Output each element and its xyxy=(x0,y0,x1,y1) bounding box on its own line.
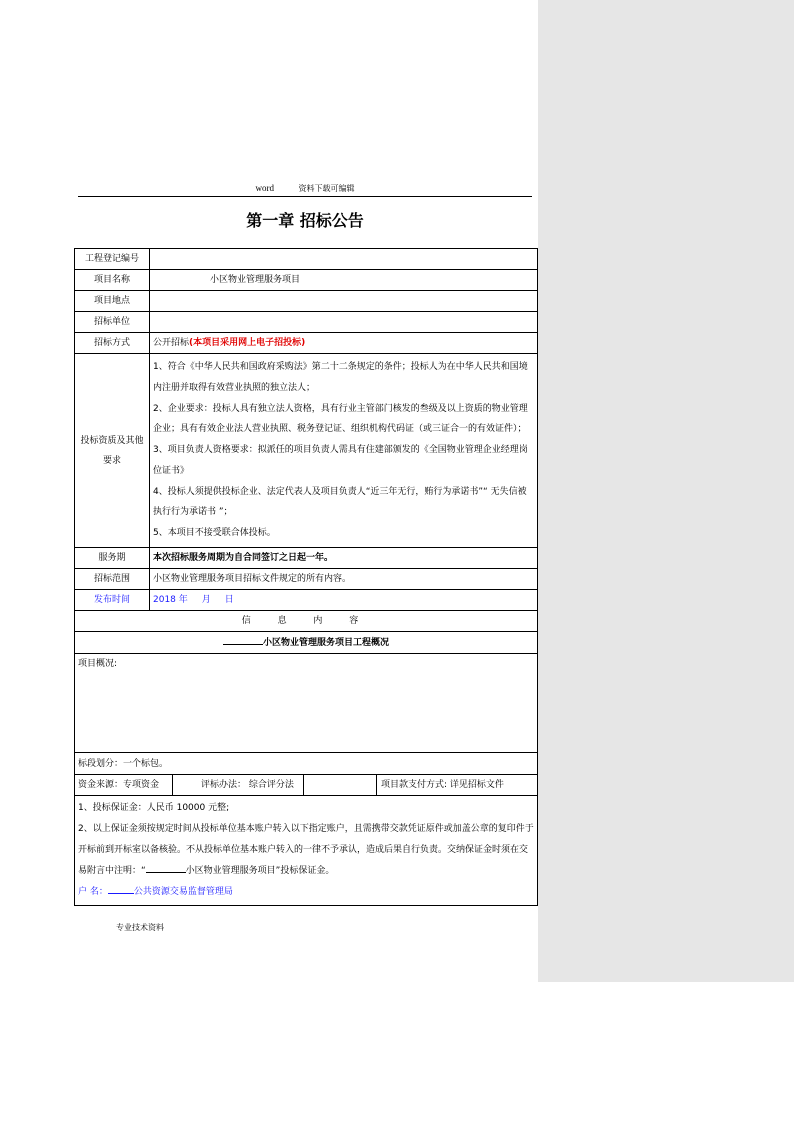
reg-no-label: 工程登记编号 xyxy=(75,249,150,270)
page-footer: 专业技术资料 xyxy=(116,923,164,932)
publish-time-label: 发布时间 xyxy=(75,590,150,611)
blank-underline xyxy=(223,634,263,645)
payment-method: 项目款支付方式: 详见招标文件 xyxy=(376,775,504,795)
comment-pane xyxy=(538,0,794,982)
requirement-item: 2、企业要求：投标人具有独立法人资格，具有行业主管部门核发的叁级及以上资质的物业管理企业；具有有效企业法人营业执照、税务登记证、组织机构代码证（或三证合一的有效证件）； xyxy=(153,403,528,435)
requirement-item: 4、投标人须提供投标企业、法定代表人及项目负责人“近三年无行，贿行为承诺书”“ 无失信被执行行为承诺书 ”； xyxy=(153,486,527,518)
publish-month: 月 xyxy=(201,595,211,605)
funding-row xyxy=(75,775,304,796)
account-label: 户 名： xyxy=(78,887,108,897)
method-value xyxy=(150,333,538,354)
blank-underline xyxy=(108,883,134,894)
funding-source: 资金来源：专项资金 xyxy=(75,775,173,795)
deposit-line-2-text: 2、以上保证金须按规定时间从投标单位基本账户转入以下指定账户，且需携带交款凭证原件或加盖公章的复印件于开标前到开标室以备核验。不从投标单位基本账户转入的一律不予承认，造成后果自行负责。交纳保证金时须在交易附言中注明：“ xyxy=(78,824,534,876)
requirement-item: 5、本项目不接受联合体投标。 xyxy=(153,528,276,539)
service-period-value: 本次招标服务周期为自合同签订之日起一年。 xyxy=(150,548,538,569)
info-heading: 信 息 内 容 xyxy=(75,611,538,632)
reg-no-value xyxy=(150,249,538,270)
account-name: 公共资源交易监督管理局 xyxy=(133,887,233,897)
deposit-line-2 xyxy=(78,819,534,882)
project-name-label: 项目名称 xyxy=(75,270,150,291)
page-header xyxy=(78,182,532,197)
lot-division: 标段划分：一个标包。 xyxy=(75,753,538,775)
header-left: word xyxy=(255,183,274,193)
account-line xyxy=(78,882,534,903)
publish-year: 2018 年 xyxy=(153,595,188,605)
tender-unit-value xyxy=(150,312,538,333)
overview-heading-cell xyxy=(75,632,538,654)
publish-time-value xyxy=(150,590,538,611)
service-period-label: 服务期 xyxy=(75,548,150,569)
deposit-line-1: 1、投标保证金：人民币 10000 元整; xyxy=(78,803,230,813)
scope-value: 小区物业管理服务项目招标文件规定的所有内容。 xyxy=(150,569,538,590)
qualification-requirements xyxy=(150,354,538,548)
overview-label: 项目概况: xyxy=(78,659,118,669)
method-text: 公开招标 xyxy=(153,338,190,348)
deposit-cell xyxy=(75,796,538,906)
requirement-item: 3、项目负责人资格要求：拟派任的项目负责人需具有住建部颁发的《全国物业管理企业经理岗位证书》 xyxy=(153,445,528,476)
page-title: 第一章 招标公告 xyxy=(246,211,364,230)
deposit-line-2-end: 小区物业管理服务项目”投标保证金。 xyxy=(185,866,335,876)
publish-day: 日 xyxy=(224,595,234,605)
blank-underline xyxy=(146,862,186,873)
qualification-label: 投标资质及其他要求 xyxy=(75,354,150,548)
requirement-item: 1、符合《中华人民共和国政府采购法》第二十二条规定的条件；投标人为在中华人民共和国境内注册并取得有效营业执照的独立法人； xyxy=(153,361,528,393)
header-right: 资料下载可编辑 xyxy=(298,184,355,193)
announcement-table xyxy=(74,248,538,906)
method-note: (本项目采用网上电子招投标) xyxy=(189,338,306,348)
location-value xyxy=(150,291,538,312)
tender-unit-label: 招标单位 xyxy=(75,312,150,333)
scope-label: 招标范围 xyxy=(75,569,150,590)
overview-heading: 小区物业管理服务项目工程概况 xyxy=(263,637,390,648)
method-label: 招标方式 xyxy=(75,333,150,354)
location-label: 项目地点 xyxy=(75,291,150,312)
project-name-value: 小区物业管理服务项目 xyxy=(150,270,538,291)
evaluation-method: 评标办法： 综合评分法 xyxy=(201,780,294,790)
overview-cell xyxy=(75,654,538,753)
payment-cell xyxy=(304,775,538,796)
